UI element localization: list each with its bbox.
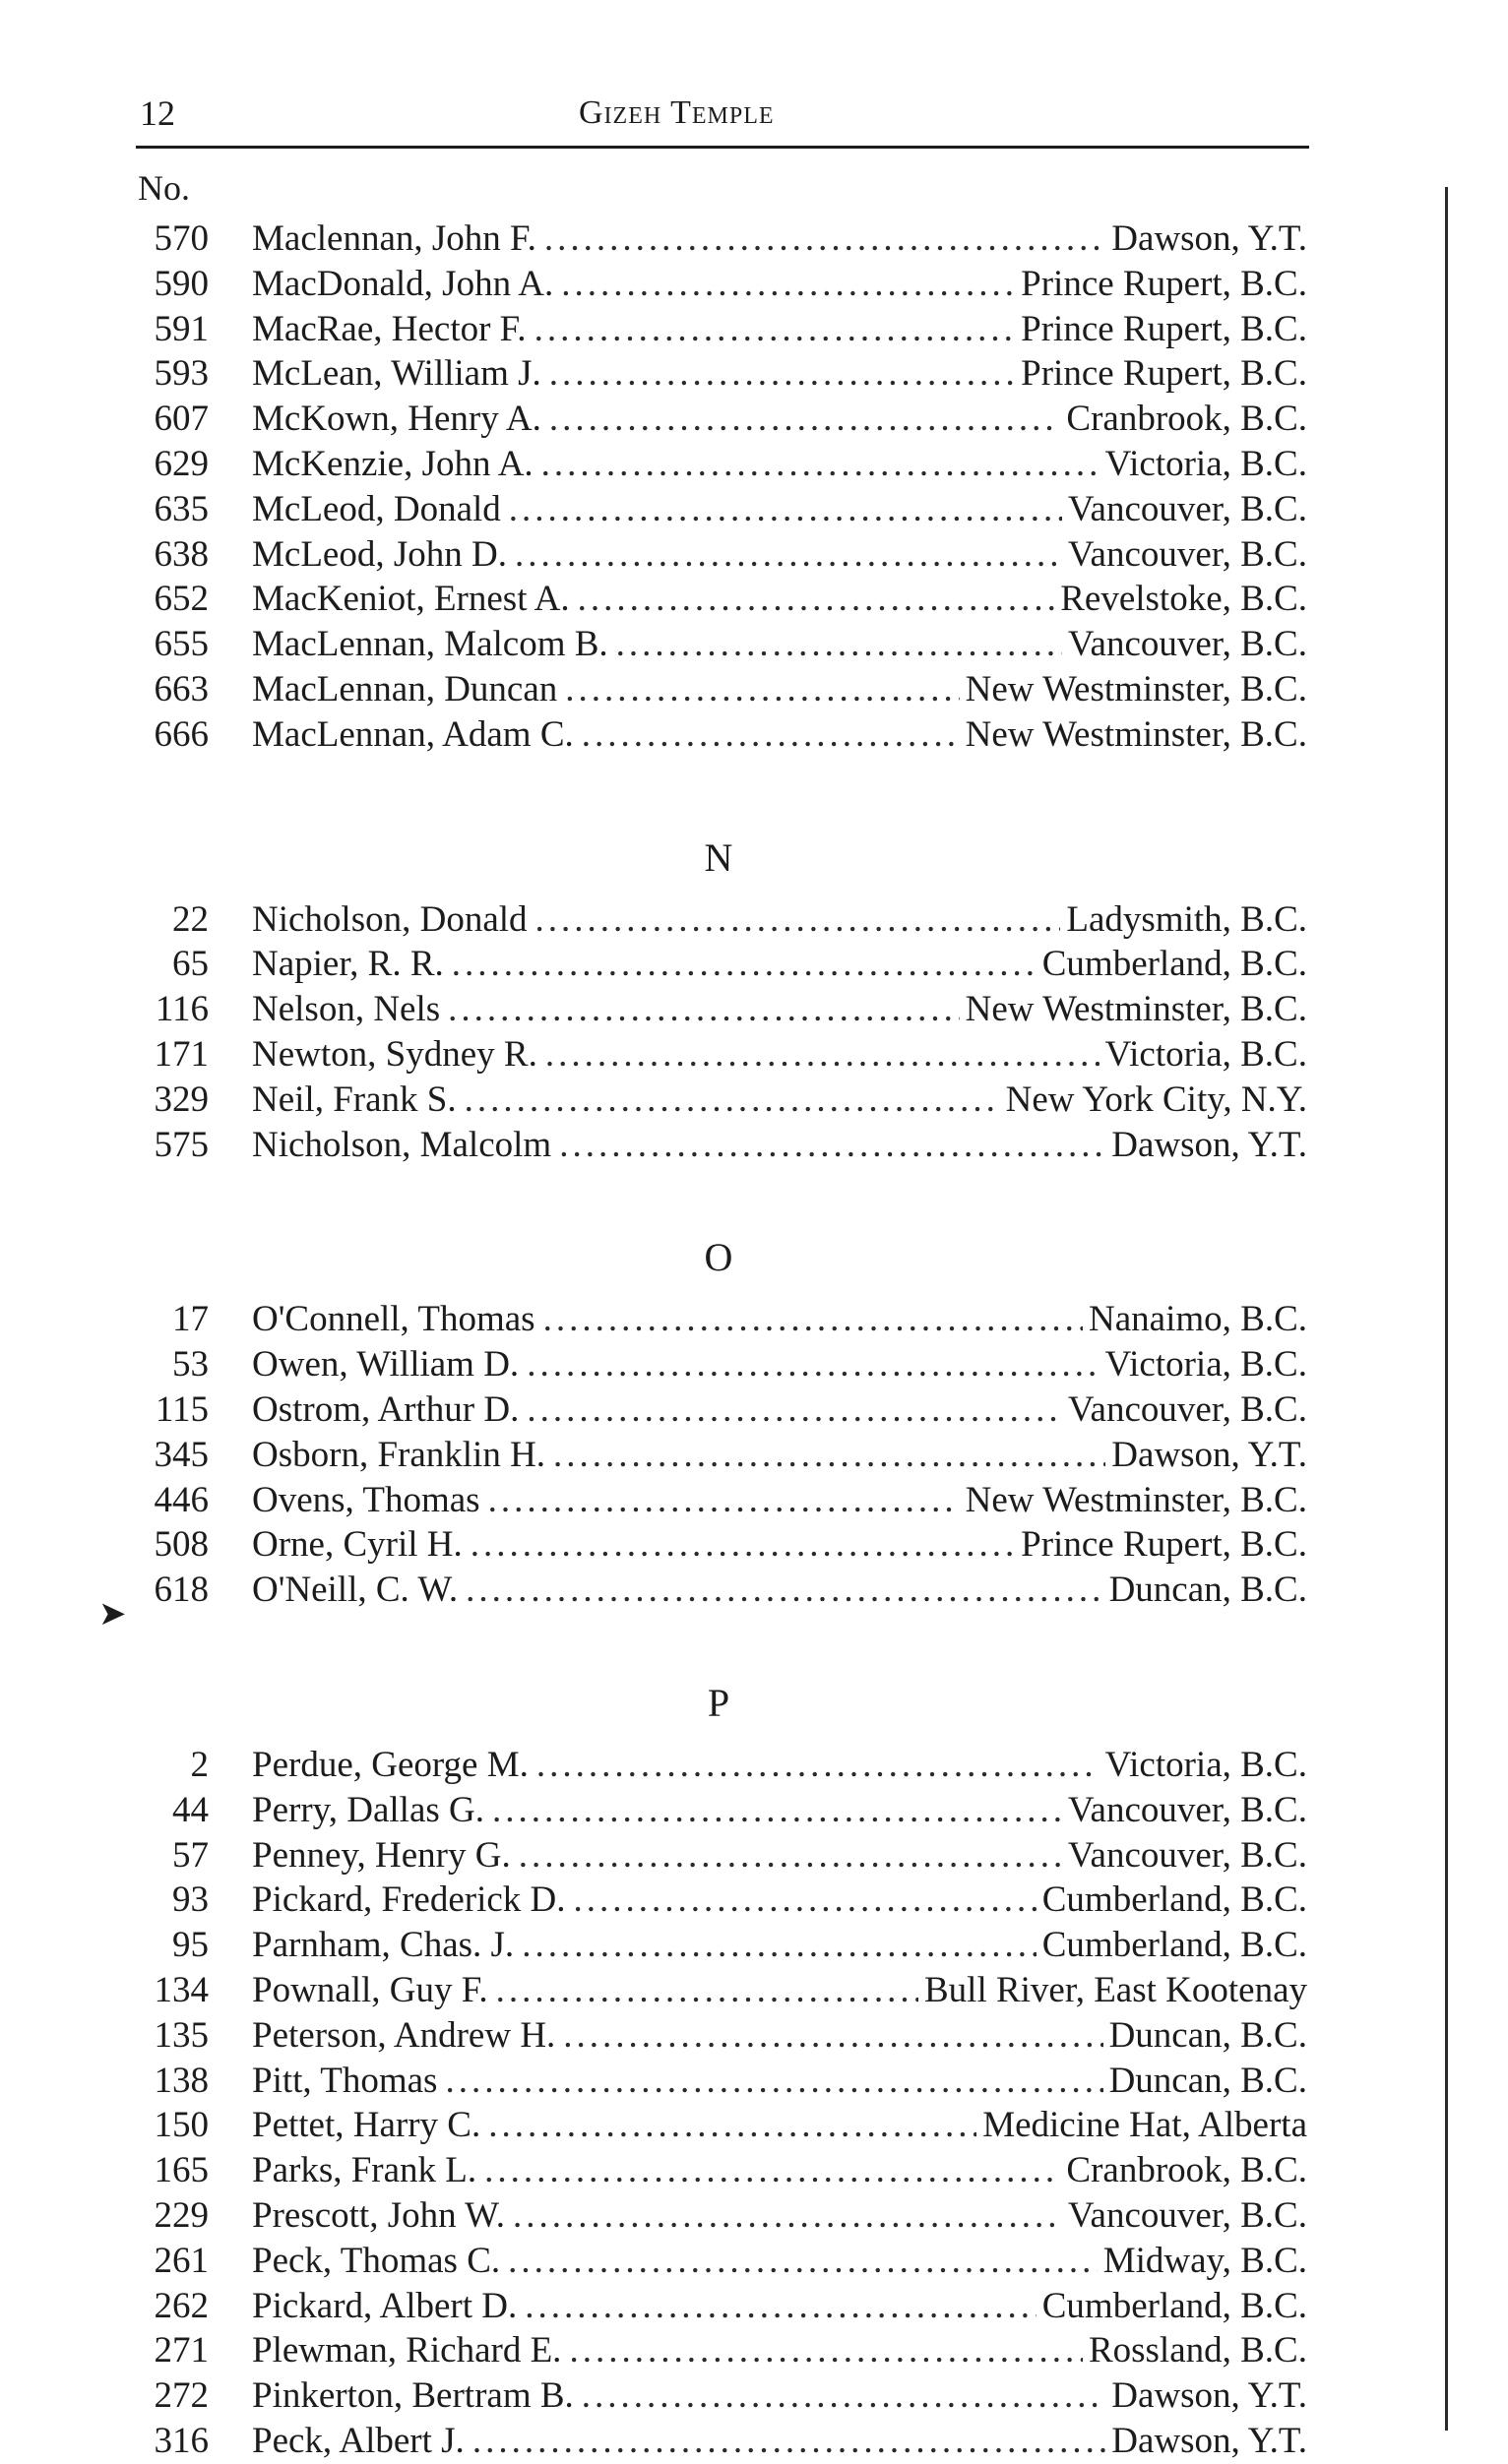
dot-leader — [553, 1433, 1105, 1478]
list-item — [0, 2284, 1508, 2329]
member-entry — [252, 897, 1307, 943]
member-place: Prince Rupert, B.C. — [1021, 1524, 1307, 1565]
member-place: Revelstoke, B.C. — [1060, 579, 1307, 619]
member-place: Vancouver, B.C. — [1067, 1790, 1307, 1830]
list-item — [0, 1387, 1508, 1433]
member-number: 229 — [154, 2195, 209, 2236]
list-item — [0, 622, 1508, 667]
list-item — [0, 712, 1508, 758]
member-entry — [252, 1788, 1307, 1833]
dot-leader — [484, 2148, 1060, 2193]
member-number: 17 — [172, 1299, 209, 1339]
list-item — [0, 2193, 1508, 2239]
member-entry — [252, 1833, 1307, 1879]
dot-leader — [563, 2013, 1102, 2059]
list-item — [0, 2239, 1508, 2284]
member-place: New Westminster, B.C. — [965, 669, 1307, 709]
member-number: 663 — [154, 669, 209, 709]
member-number: 53 — [172, 1344, 209, 1385]
list-item — [0, 487, 1508, 532]
member-name: O'Neill, C. W. — [252, 1570, 459, 1610]
member-entry — [252, 1342, 1307, 1387]
dot-leader — [515, 532, 1062, 578]
dot-leader — [535, 897, 1061, 943]
member-number: 271 — [154, 2330, 209, 2371]
member-place: Cranbrook, B.C. — [1066, 399, 1307, 439]
member-name: Perdue, George M. — [252, 1745, 529, 1785]
member-place: Midway, B.C. — [1102, 2241, 1307, 2281]
member-entry — [252, 2328, 1307, 2373]
member-number: 590 — [154, 264, 209, 304]
member-place: New Westminster, B.C. — [965, 989, 1307, 1029]
member-place: Victoria, B.C. — [1104, 1745, 1307, 1785]
member-number: 593 — [154, 353, 209, 394]
list-item — [0, 1078, 1508, 1123]
list-item — [0, 1297, 1508, 1342]
dot-leader — [527, 1387, 1062, 1433]
member-entry — [252, 2239, 1307, 2284]
member-place: Duncan, B.C. — [1108, 2015, 1307, 2056]
member-number: 171 — [154, 1034, 209, 1075]
list-item — [0, 577, 1508, 622]
member-place: Ladysmith, B.C. — [1066, 899, 1307, 940]
member-number: 638 — [154, 534, 209, 575]
member-number: 570 — [154, 218, 209, 259]
dot-leader — [488, 2103, 976, 2148]
dot-leader — [466, 1568, 1102, 1613]
dot-leader — [525, 2284, 1037, 2329]
member-name: O'Connell, Thomas — [252, 1299, 535, 1339]
member-number: 591 — [154, 309, 209, 349]
member-entry — [252, 577, 1307, 622]
member-number: 2 — [190, 1745, 209, 1785]
member-name: Newton, Sydney R. — [252, 1034, 537, 1075]
member-entry — [252, 2373, 1307, 2419]
dot-leader — [559, 1123, 1105, 1168]
member-entry — [252, 1123, 1307, 1168]
member-name: McLean, William J. — [252, 353, 541, 394]
member-entry — [252, 2419, 1307, 2464]
list-item — [0, 942, 1508, 987]
dot-leader — [471, 1522, 1015, 1568]
member-entry — [252, 1297, 1307, 1342]
dot-leader — [452, 942, 1037, 987]
list-item — [0, 262, 1508, 307]
page-header — [136, 87, 1309, 149]
list-item — [0, 442, 1508, 487]
member-entry — [252, 351, 1307, 397]
member-name: Ovens, Thomas — [252, 1480, 480, 1520]
member-name: McKown, Henry A. — [252, 399, 541, 439]
member-number: 666 — [154, 714, 209, 755]
member-place: Cumberland, B.C. — [1041, 1879, 1307, 1920]
member-name: Nicholson, Malcolm — [252, 1125, 552, 1165]
list-item — [0, 1342, 1508, 1387]
list-item — [0, 307, 1508, 352]
dot-leader — [574, 1878, 1037, 1923]
member-entry — [252, 987, 1307, 1032]
member-place: Vancouver, B.C. — [1067, 489, 1307, 529]
member-name: Pickard, Frederick D. — [252, 1879, 566, 1920]
member-number: 655 — [154, 624, 209, 664]
list-item — [0, 1433, 1508, 1478]
member-entry — [252, 2148, 1307, 2193]
section-letter-o: O — [704, 1235, 733, 1280]
dot-leader — [543, 1297, 1083, 1342]
member-number: 329 — [154, 1079, 209, 1120]
member-number: 116 — [155, 989, 209, 1029]
member-entry — [252, 622, 1307, 667]
member-entry — [252, 2284, 1307, 2329]
dot-leader — [465, 1078, 1000, 1123]
member-number: 150 — [154, 2105, 209, 2145]
member-entry — [252, 2013, 1307, 2059]
member-place: Vancouver, B.C. — [1067, 534, 1307, 575]
dot-leader — [534, 307, 1016, 352]
member-name: Pinkerton, Bertram B. — [252, 2375, 574, 2416]
member-entry — [252, 1878, 1307, 1923]
member-name: Nelson, Nels — [252, 989, 441, 1029]
list-item — [0, 1788, 1508, 1833]
dot-leader — [445, 2059, 1102, 2104]
member-entry — [252, 1568, 1307, 1613]
member-name: MacRae, Hector F. — [252, 309, 527, 349]
list-item — [0, 2328, 1508, 2373]
member-entry — [252, 1923, 1307, 1968]
member-place: New Westminster, B.C. — [965, 714, 1307, 755]
member-place: Dawson, Y.T. — [1111, 1435, 1307, 1475]
member-number: 262 — [154, 2286, 209, 2326]
dot-leader — [448, 987, 959, 1032]
list-item — [0, 351, 1508, 397]
member-name: Pickard, Albert D. — [252, 2286, 518, 2326]
member-place: Nanaimo, B.C. — [1089, 1299, 1307, 1339]
member-number: 44 — [172, 1790, 209, 1830]
dot-leader — [519, 1833, 1062, 1879]
member-place: Vancouver, B.C. — [1067, 1389, 1307, 1430]
list-item — [0, 2373, 1508, 2419]
member-entry — [252, 1032, 1307, 1078]
member-number: 65 — [172, 944, 209, 984]
dot-leader — [488, 1478, 960, 1523]
dot-leader — [522, 1923, 1037, 1968]
member-number: 93 — [172, 1879, 209, 1920]
member-name: McKenzie, John A. — [252, 444, 534, 484]
member-entry — [252, 2103, 1307, 2148]
dot-leader — [545, 1032, 1100, 1078]
member-name: Napier, R. R. — [252, 944, 444, 984]
list-item — [0, 1478, 1508, 1523]
member-name: Nicholson, Donald — [252, 899, 528, 940]
list-item — [0, 216, 1508, 262]
dot-leader — [541, 442, 1100, 487]
member-entry — [252, 262, 1307, 307]
member-number: 261 — [154, 2241, 209, 2281]
member-number: 316 — [154, 2421, 209, 2461]
member-entry — [252, 307, 1307, 352]
member-name: Parks, Frank L. — [252, 2150, 477, 2190]
member-place: Medicine Hat, Alberta — [982, 2105, 1307, 2145]
member-place: Victoria, B.C. — [1104, 1344, 1307, 1385]
member-entry — [252, 487, 1307, 532]
member-place: New York City, N.Y. — [1005, 1079, 1307, 1120]
member-entry — [252, 1743, 1307, 1788]
list-item — [0, 532, 1508, 578]
member-name: Neil, Frank S. — [252, 1079, 457, 1120]
member-number: 165 — [154, 2150, 209, 2190]
member-name: MacLennan, Adam C. — [252, 714, 574, 755]
list-item — [0, 1878, 1508, 1923]
dot-leader — [513, 2193, 1062, 2239]
member-entry — [252, 712, 1307, 758]
dot-leader — [509, 487, 1062, 532]
dot-leader — [472, 2419, 1105, 2464]
member-entry — [252, 1478, 1307, 1523]
member-number: 138 — [154, 2061, 209, 2101]
member-entry — [252, 1433, 1307, 1478]
pointer-arrow-icon: ➤ — [98, 1594, 127, 1633]
list-item — [0, 1123, 1508, 1168]
section-letter-n: N — [704, 834, 733, 880]
dot-leader — [527, 1342, 1099, 1387]
member-place: Prince Rupert, B.C. — [1021, 309, 1307, 349]
list-item — [0, 2103, 1508, 2148]
member-entry — [252, 1968, 1307, 2013]
list-item — [0, 2419, 1508, 2464]
member-name: MacLennan, Duncan — [252, 669, 558, 709]
dot-leader — [582, 2373, 1106, 2419]
list-item — [0, 1833, 1508, 1879]
member-name: Peck, Thomas C. — [252, 2241, 501, 2281]
member-place: Prince Rupert, B.C. — [1021, 264, 1307, 304]
dot-leader — [544, 216, 1105, 262]
member-place: Dawson, Y.T. — [1111, 218, 1307, 259]
dot-leader — [616, 622, 1062, 667]
member-entry — [252, 2059, 1307, 2104]
list-item — [0, 1743, 1508, 1788]
member-place: Cumberland, B.C. — [1041, 1925, 1307, 1965]
member-name: Plewman, Richard E. — [252, 2330, 562, 2371]
member-number: 635 — [154, 489, 209, 529]
member-name: Owen, William D. — [252, 1344, 520, 1385]
member-place: Vancouver, B.C. — [1067, 1835, 1307, 1876]
member-place: Dawson, Y.T. — [1111, 1125, 1307, 1165]
member-name: Penney, Henry G. — [252, 1835, 511, 1876]
member-number: 345 — [154, 1435, 209, 1475]
dot-leader — [565, 667, 959, 712]
member-place: Cumberland, B.C. — [1041, 944, 1307, 984]
member-name: Pownall, Guy F. — [252, 1970, 488, 2010]
member-name: Peck, Albert J. — [252, 2421, 465, 2461]
member-place: Victoria, B.C. — [1104, 1034, 1307, 1075]
member-number: 272 — [154, 2375, 209, 2416]
member-name: Ostrom, Arthur D. — [252, 1389, 520, 1430]
member-number: 95 — [172, 1925, 209, 1965]
member-entry — [252, 2193, 1307, 2239]
column-label-no: No. — [138, 168, 190, 208]
member-number: 607 — [154, 399, 209, 439]
list-item — [0, 1032, 1508, 1078]
dot-leader — [492, 1788, 1062, 1833]
section-letter-p: P — [707, 1681, 730, 1725]
member-name: MacDonald, John A. — [252, 264, 554, 304]
member-place: Vancouver, B.C. — [1067, 624, 1307, 664]
list-item — [0, 397, 1508, 442]
list-item — [0, 667, 1508, 712]
member-place: Prince Rupert, B.C. — [1021, 353, 1307, 394]
member-place: Duncan, B.C. — [1108, 2061, 1307, 2101]
member-number: 652 — [154, 579, 209, 619]
list-item — [0, 1923, 1508, 1968]
list-item — [0, 987, 1508, 1032]
member-place: Dawson, Y.T. — [1111, 2375, 1307, 2416]
member-entry — [252, 532, 1307, 578]
dot-leader — [578, 577, 1055, 622]
member-name: Perry, Dallas G. — [252, 1790, 484, 1830]
member-number: 135 — [154, 2015, 209, 2056]
member-name: McLeod, Donald — [252, 489, 501, 529]
member-name: Prescott, John W. — [252, 2195, 505, 2236]
member-number: 508 — [154, 1524, 209, 1565]
member-place: Victoria, B.C. — [1104, 444, 1307, 484]
dot-leader — [582, 712, 960, 758]
member-name: McLeod, John D. — [252, 534, 507, 575]
member-entry — [252, 442, 1307, 487]
member-name: Peterson, Andrew H. — [252, 2015, 556, 2056]
member-name: Parnham, Chas. J. — [252, 1925, 515, 1965]
member-name: Pitt, Thomas — [252, 2061, 438, 2101]
member-number: 22 — [172, 899, 209, 940]
member-place: Dawson, Y.T. — [1111, 2421, 1307, 2461]
member-number: 629 — [154, 444, 209, 484]
dot-leader — [569, 2328, 1083, 2373]
list-item — [0, 1522, 1508, 1568]
margin-rule — [1445, 187, 1448, 2431]
member-entry — [252, 1387, 1307, 1433]
member-entry — [252, 667, 1307, 712]
member-number: 446 — [154, 1480, 209, 1520]
list-item — [0, 897, 1508, 943]
dot-leader — [508, 2239, 1098, 2284]
member-entry — [252, 1078, 1307, 1123]
member-name: Orne, Cyril H. — [252, 1524, 463, 1565]
list-item — [0, 2148, 1508, 2193]
member-place: Duncan, B.C. — [1108, 1570, 1307, 1610]
member-number: 57 — [172, 1835, 209, 1876]
member-entry — [252, 942, 1307, 987]
member-number: 115 — [155, 1389, 209, 1430]
member-number: 134 — [154, 1970, 209, 2010]
member-place: Cumberland, B.C. — [1041, 2286, 1307, 2326]
dot-leader — [496, 1968, 918, 2013]
dot-leader — [549, 351, 1015, 397]
member-place: Bull River, East Kootenay — [923, 1970, 1307, 2010]
member-entry — [252, 1522, 1307, 1568]
member-number: 618 — [154, 1570, 209, 1610]
dot-leader — [536, 1743, 1100, 1788]
dot-leader — [561, 262, 1015, 307]
list-item — [0, 1568, 1508, 1613]
member-name: MacKeniot, Ernest A. — [252, 579, 570, 619]
member-name: Pettet, Harry C. — [252, 2105, 481, 2145]
list-item — [0, 1968, 1508, 2013]
member-entry — [252, 397, 1307, 442]
dot-leader — [549, 397, 1060, 442]
list-item — [0, 2059, 1508, 2104]
member-place: Vancouver, B.C. — [1067, 2195, 1307, 2236]
member-place: New Westminster, B.C. — [965, 1480, 1307, 1520]
member-entry — [252, 216, 1307, 262]
page-number: 12 — [140, 93, 175, 133]
member-name: Osborn, Franklin H. — [252, 1435, 546, 1475]
member-place: Cranbrook, B.C. — [1066, 2150, 1307, 2190]
list-item — [0, 2013, 1508, 2059]
member-name: Maclennan, John F. — [252, 218, 536, 259]
member-place: Rossland, B.C. — [1088, 2330, 1307, 2371]
running-title: Gizeh Temple — [579, 94, 775, 131]
member-number: 575 — [154, 1125, 209, 1165]
member-name: MacLennan, Malcom B. — [252, 624, 608, 664]
